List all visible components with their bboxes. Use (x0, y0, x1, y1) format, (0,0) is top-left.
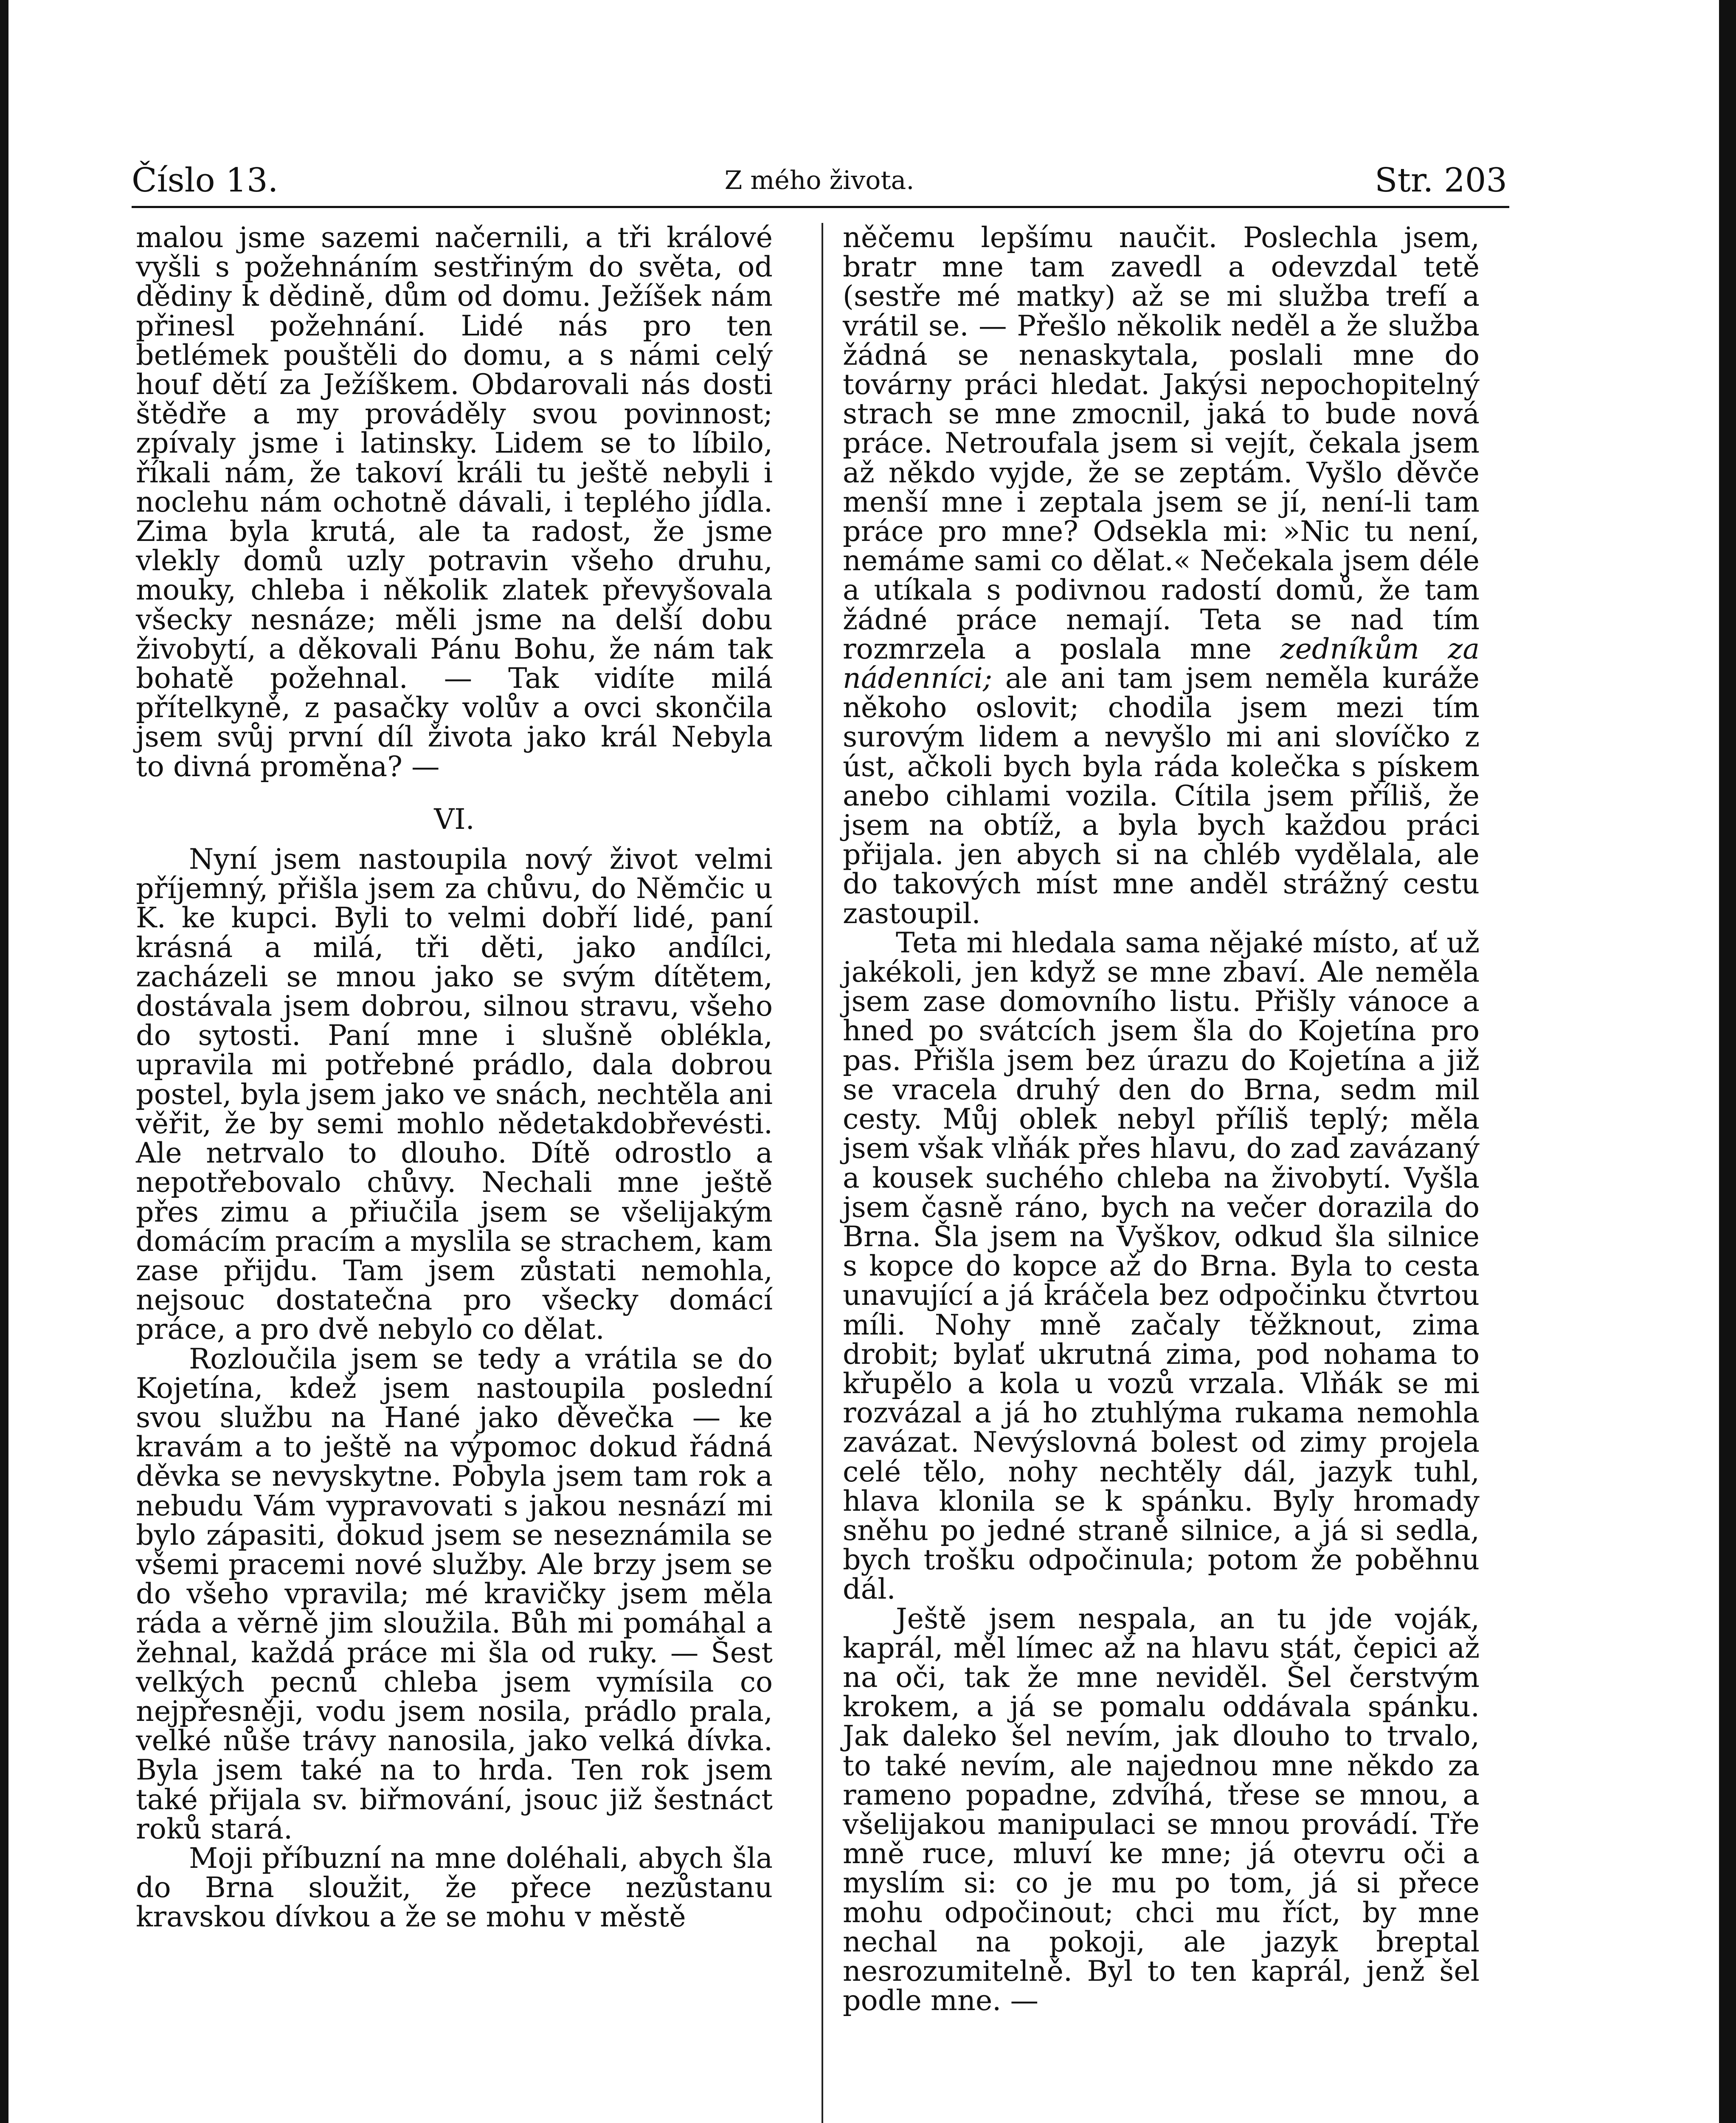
section-heading: VI. (434, 802, 475, 836)
column-divider (822, 223, 823, 2123)
italic-phrase: zedníkům za nádenníci; (843, 632, 1480, 695)
paragraph: malou jsme sazemi načernili, a tři králové vyšli s požehnáním sestřiným do světa, od dědiny k dědině, dům od domu. Ježíšek nám přinesl požehnání. Lidé nás pro ten betlémek pouštěli do domu, a s námi celý houf dětí za Ježíškem. Obdarovali nás dosti štědře a my prováděly svou povinnost; zpívaly jsme i latinsky. Lidem se to líbilo, říkali nám, že takoví králi tu ještě nebyli i noclehu nám ochotně dávali, i teplého jídla. Zima byla krutá, ale ta radost, že jsme vlekly domů uzly potravin všeho druhu, mouky, chleba i několik zlatek převyšovala všecky nesnáze; měli jsme na delší dobu živobytí, a děkovali Pánu Bohu, že nám tak bohatě požehnal. — Tak vidíte milá přítelkyně, z pasačky volův a ovci skončila jsem svůj první díl života jako král Nebyla to divná proměna? — (136, 221, 773, 783)
header-rule (132, 206, 1509, 208)
paragraph-text: něčemu lepšímu naučit. Poslechla jsem, bratr mne tam zavedl a odevzdal tetě (sestře mé matky) až se mi služba trefí a vrátil se. — Přešlo několik neděl a že služba žádná se nenaskytala, poslali mne do továrny práci hledat. Jakýsi nepochopitelný strach se mne zmocnil, jaká to bude nová práce. Netroufala jsem si vejít, čekala jsem až někdo vyjde, že se zeptám. Vyšlo děvče menší mne i zeptala jsem se jí, není-li tam práce pro mne? Odsekla mi: »Nic tu není, nemáme sami co dělat.« Nečekala jsem déle a utíkala s podivnou radostí domů, že tam žádné práce nemají. Teta se nad tím rozmrzela a poslala mne (843, 221, 1480, 665)
paragraph (843, 223, 1480, 928)
issue-number: Číslo 13. (132, 161, 279, 200)
right-column (843, 223, 1480, 2015)
scan-edge-left (0, 0, 8, 2123)
paragraph-text: ale ani tam jsem neměla kuráže někoho oslovit; chodila jsem mezi tím surovým lidem a nevyšlo mi ani slovíčko z úst, ačkoli bych byla ráda kolečka s pískem anebo cihlami vozila. Cítila jsem příliš, že jsem na obtíž, a byla bych každou práci přijala. jen abych si na chléb vydělala, ale do takových míst mne anděl strážný cestu zastoupil. (843, 662, 1480, 930)
running-head (132, 161, 1507, 208)
paragraph: Nyní jsem nastoupila nový život velmi příjemný, přišla jsem za chůvu, do Němčic u K. ke kupci. Byli to velmi dobří lidé, paní krásná a milá, tři děti, jako andílci, zacházeli se mnou jako se svým dítětem, dostávala jsem dobrou, silnou stravu, všeho do sytosti. Paní mne i slušně oblékla, upravila mi potřebné prádlo, dala dobrou postel, byla jsem jako ve snách, nechtěla ani věřit, že by semi mohlo nědetakdobřevésti. Ale netrvalo to dlouho. Dítě odrostlo a nepotřebovalo chůvy. Nechali mne ještě přes zimu a přiučila jsem se všelijakým domácím pracím a myslila se strachem, kam zase přijdu. Tam jsem zůstati nemohla, nejsouc dostatečna pro všecky domácí práce, a pro dvě nebylo co dělat. (136, 842, 773, 1346)
paragraph: Teta mi hledala sama nějaké místo, ať už jakékoli, jen když se mne zbaví. Ale neměla jsem zase domovního listu. Přišly vánoce a hned po svátcích jsem šla do Kojetína pro pas. Přišla jsem bez úrazu do Kojetína a již se vracela druhý den do Brna, sedm mil cesty. Můj oblek nebyl příliš teplý; měla jsem však vlňák přes hlavu, do zad zavázaný a kousek suchého chleba na živobytí. Vyšla jsem časně ráno, bych na večer dorazila do Brna. Šla jsem na Vyškov, odkud šla silnice s kopce do kopce až do Brna. Byla to cesta unavující a já kráčela bez odpočinku čtvrtou míli. Nohy mně začaly těžknout, zima drobit; bylať ukrutná zima, pod nohama to křupělo a kola u vozů vrzala. Vlňák se mi rozvázal a já ho ztuhlýma rukama nemohla zavázat. Nevýslovná bolest od zimy projela celé tělo, nohy nechtěly dál, jazyk tuhl, hlava klonila se k spánku. Byly hromady sněhu po jedné straně silnice, a já si sedla, bych trošku odpočinula; potom že poběhnu dál. (843, 926, 1480, 1606)
running-title: Z mého života. (724, 166, 914, 195)
paragraph: Rozloučila jsem se tedy a vrátila se do Kojetína, kdež jsem nastoupila poslední svou službu na Hané jako děvečka — ke kravám a to ještě na výpomoc dokud řádná děvka se nevyskytne. Pobyla jsem tam rok a nebudu Vám vypravovati s jakou nesnází mi bylo zápasiti, dokud jsem se neseznámila se všemi pracemi nové služby. Ale brzy jsem se do všeho vpravila; mé kravičky jsem měla ráda a věrně jim sloužila. Bůh mi pomáhal a žehnal, každá práce mi šla od ruky. — Šest velkých pecnů chleba jsem vymísila co nejpřesněji, vodu jsem nosila, prádlo prala, velké nůše trávy nanosila, jako velká dívka. Byla jsem také na to hrda. Ten rok jsem také přijala sv. biřmování, jsouc již šestnáct roků stará. (136, 1342, 773, 1845)
left-column (136, 223, 773, 1932)
paragraph: Ještě jsem nespala, an tu jde voják, kaprál, měl límec až na hlavu stát, čepici až na oči, tak že mne neviděl. Šel čerstvým krokem, a já se pomalu oddávala spánku. Jak daleko šel nevím, jak dlouho to trvalo, to také nevím, ale najednou mne někdo za rameno popadne, zdvíhá, třese se mnou, a všelijakou manipulaci se mnou provádí. Tře mně ruce, mluví ke mne; já otevru oči a myslím si: co je mu po tom, já si přece mohu odpočinout; chci mu říct, by mne nechal na pokoji, ale jazyk breptal nesrozumitelně. Byl to ten kaprál, jenž šel podle mne. — (843, 1602, 1480, 2017)
paragraph: Moji příbuzní na mne doléhali, abych šla do Brna sloužit, že přece nezůstanu kravskou dívkou a že se mohu v městě (136, 1841, 773, 1934)
scan-edge-right (1719, 0, 1736, 2123)
page-number: Str. 203 (1375, 161, 1507, 200)
